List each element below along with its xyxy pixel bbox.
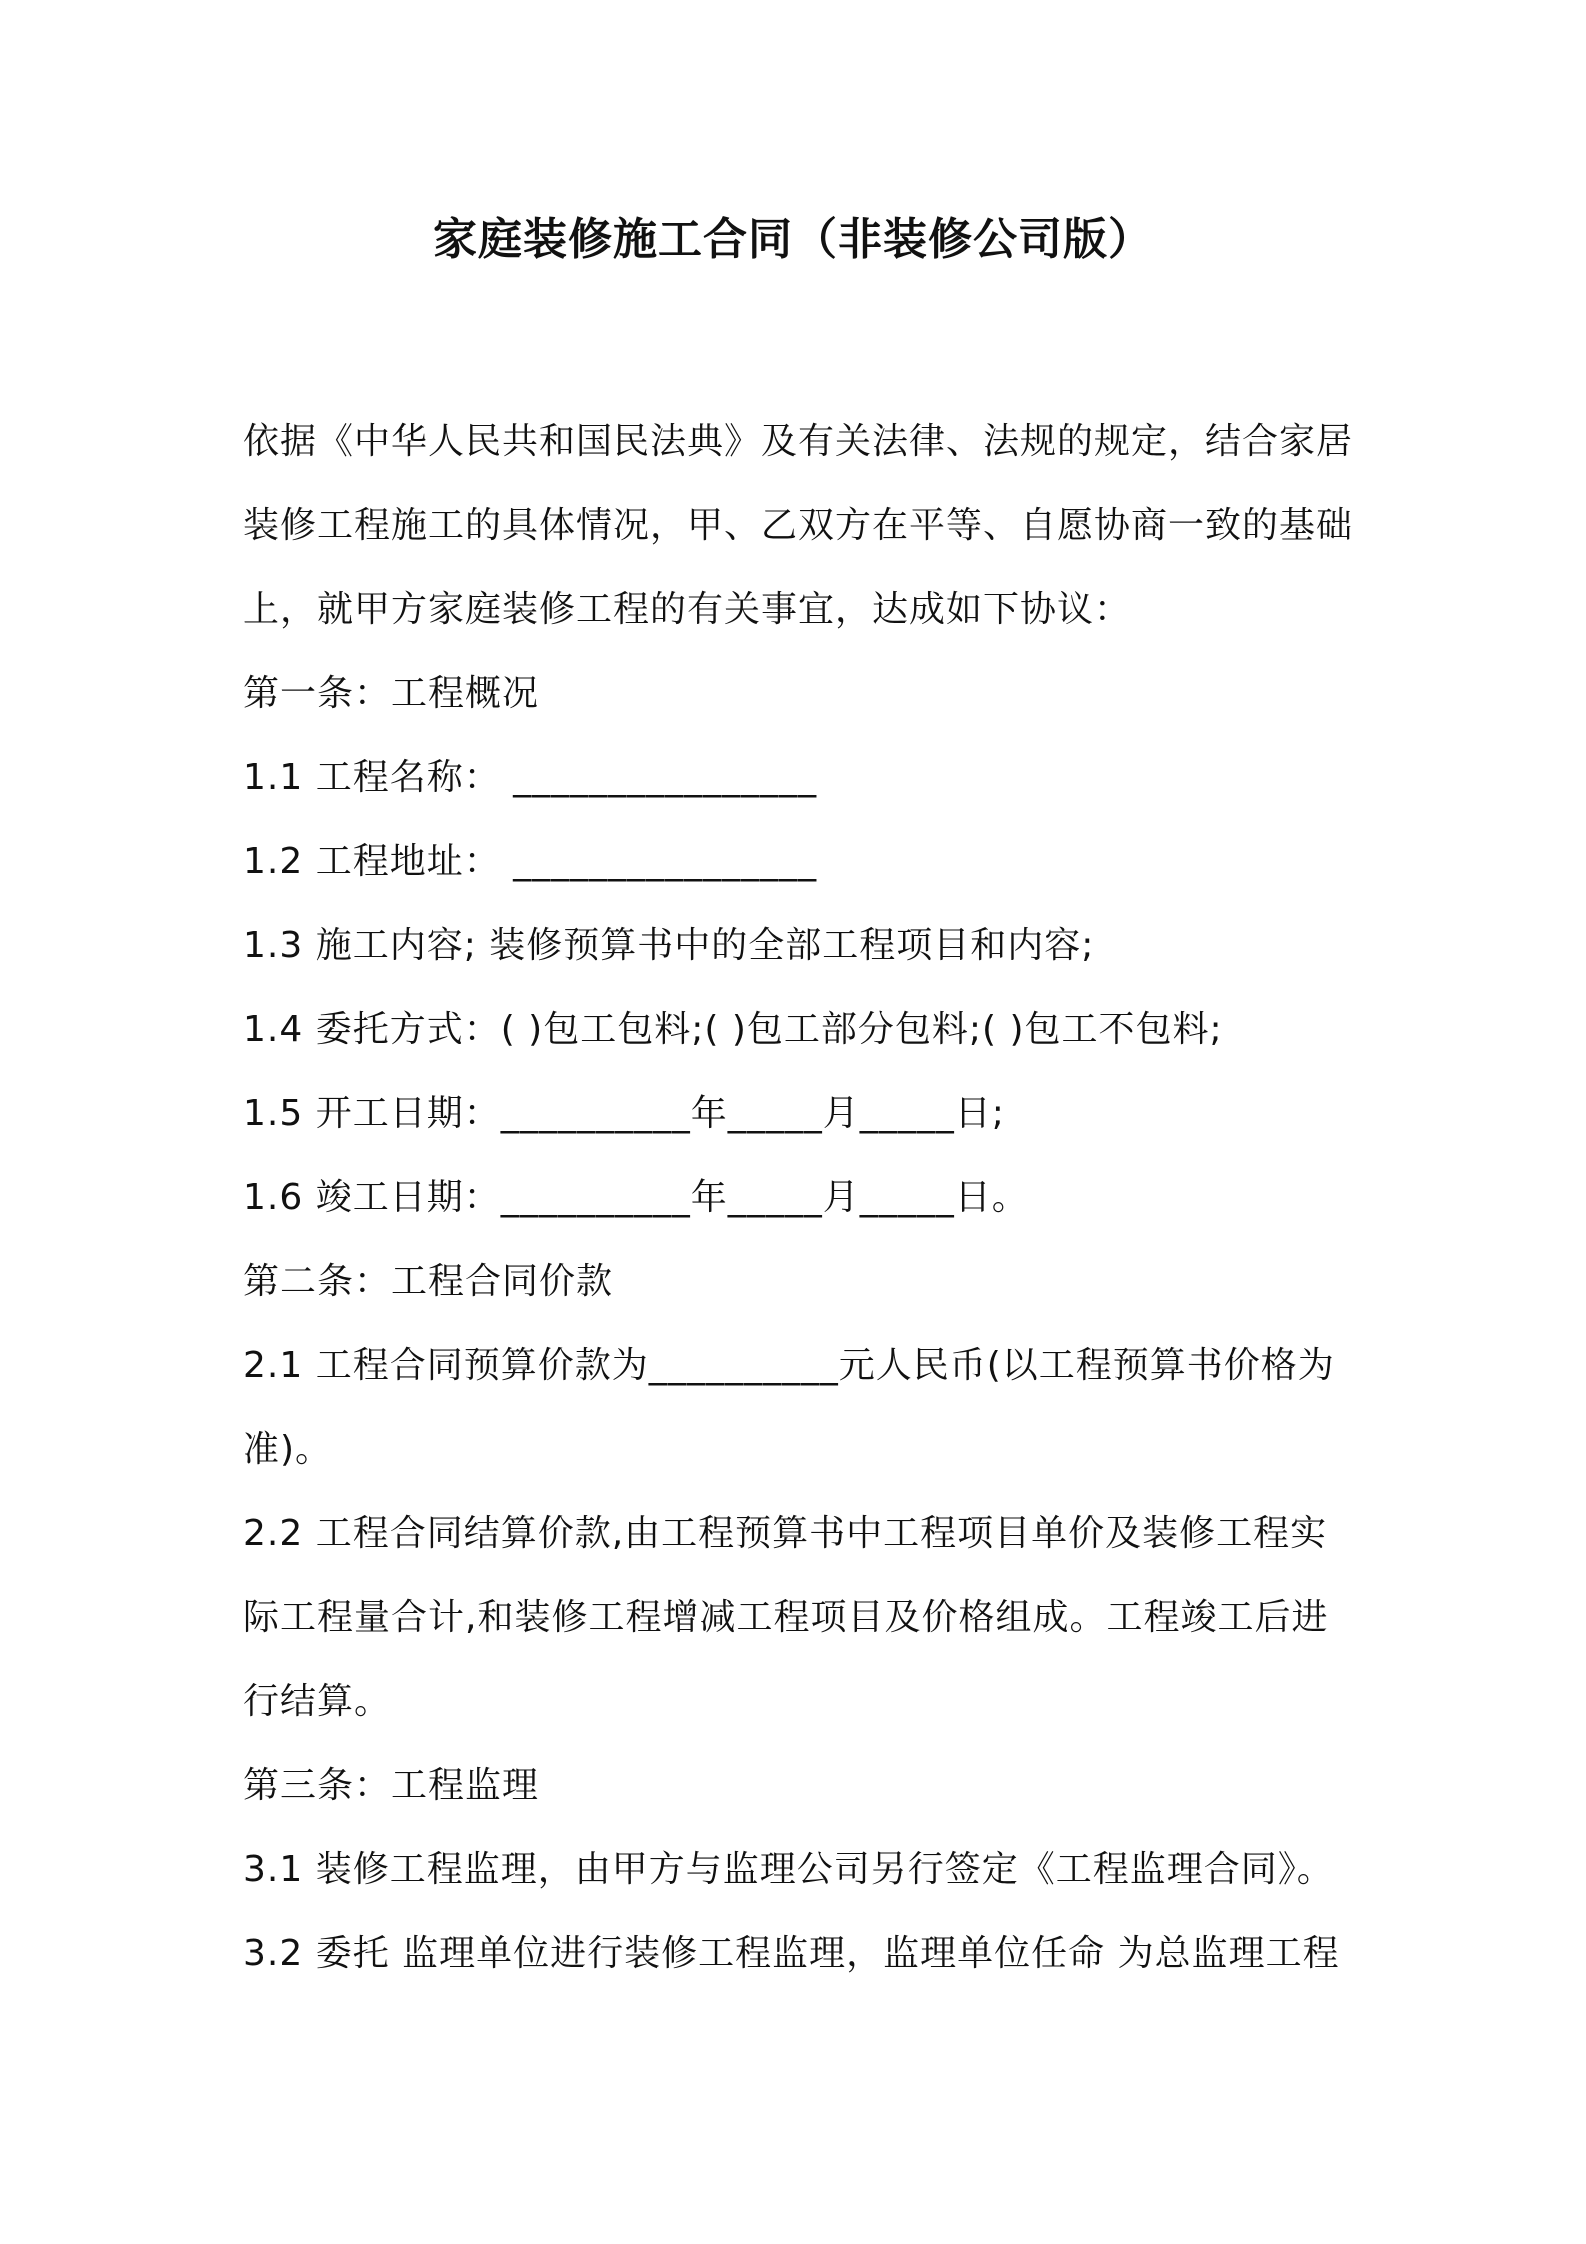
clause-2-2-line-3: 行结算。 bbox=[243, 1681, 392, 1722]
article-2-heading: 第二条：工程合同价款 bbox=[243, 1261, 614, 1302]
clause-1-6: 1.6 竣工日期：__________年_____月_____日。 bbox=[243, 1177, 1029, 1218]
article-3-heading: 第三条：工程监理 bbox=[243, 1765, 540, 1806]
article-1-heading: 第一条：工程概况 bbox=[243, 673, 540, 714]
clause-1-5: 1.5 开工日期：__________年_____月_____日; bbox=[243, 1093, 1005, 1134]
document-title: 家庭装修施工合同（非装修公司版） bbox=[433, 214, 1153, 265]
clause-3-2: 3.2 委托 监理单位进行装修工程监理，监理单位任命 为总监理工程 bbox=[243, 1933, 1340, 1974]
clause-2-1-line-1: 2.1 工程合同预算价款为__________元人民币(以工程预算书价格为 bbox=[243, 1345, 1335, 1386]
clause-1-1: 1.1 工程名称： ________________ bbox=[243, 757, 818, 798]
clause-3-1: 3.1 装修工程监理，由甲方与监理公司另行签定《工程监理合同》。 bbox=[243, 1849, 1334, 1890]
clause-1-3: 1.3 施工内容; 装修预算书中的全部工程项目和内容; bbox=[243, 925, 1095, 966]
clause-1-2: 1.2 工程地址： ________________ bbox=[243, 841, 818, 882]
intro-line-2: 装修工程施工的具体情况，甲、乙双方在平等、自愿协商一致的基础 bbox=[243, 505, 1354, 546]
intro-line-3: 上，就甲方家庭装修工程的有关事宜，达成如下协议： bbox=[243, 589, 1132, 630]
clause-2-2-line-2: 际工程量合计,和装修工程增减工程项目及价格组成。工程竣工后进 bbox=[243, 1597, 1329, 1638]
clause-2-1-line-2: 准)。 bbox=[243, 1429, 333, 1470]
clause-1-4: 1.4 委托方式：( )包工包料;( )包工部分包料;( )包工不包料; bbox=[243, 1009, 1223, 1050]
intro-line-1: 依据《中华人民共和国民法典》及有关法律、法规的规定，结合家居 bbox=[243, 421, 1354, 462]
clause-2-2-line-1: 2.2 工程合同结算价款,由工程预算书中工程项目单价及装修工程实 bbox=[243, 1513, 1328, 1554]
document-body bbox=[243, 400, 1363, 1996]
